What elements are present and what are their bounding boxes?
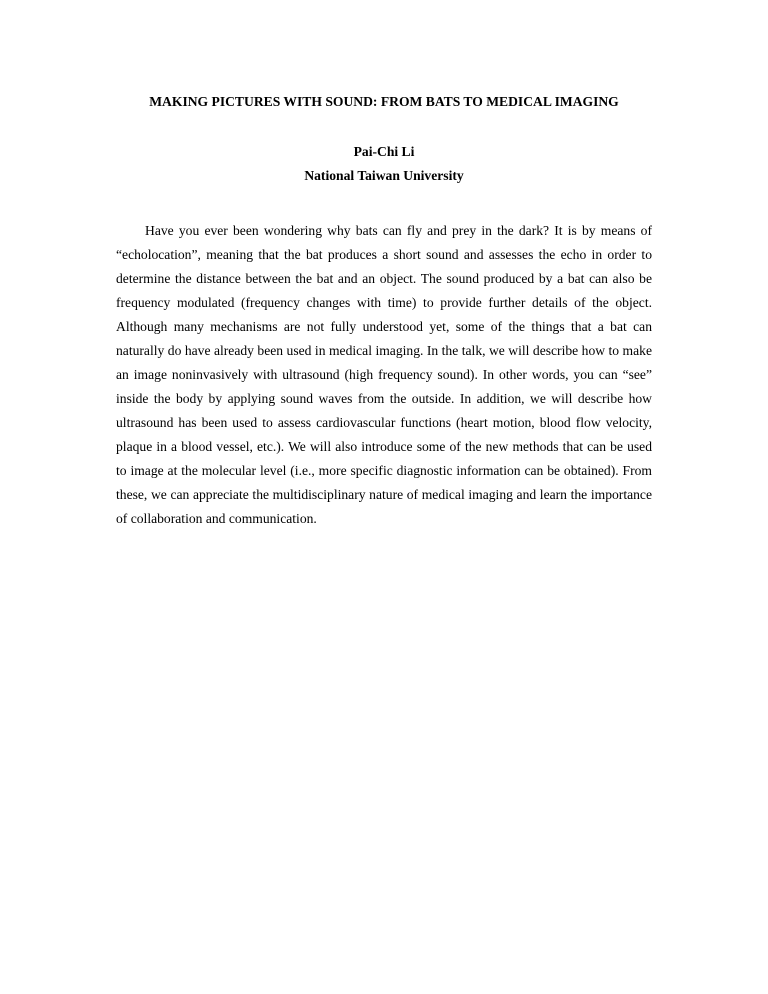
document-title: MAKING PICTURES WITH SOUND: FROM BATS TO MEDICAL IMAGING (149, 94, 619, 109)
author-affiliation: National Taiwan University (304, 168, 464, 183)
author-name: Pai-Chi Li (353, 144, 415, 159)
abstract-paragraph: Have you ever been wondering why bats can fly and prey in the dark? It is by means of “echolocation”, meaning that the bat produces a short sound and assesses the echo in order to determine the distance between the bat and an object. The sound produced by a bat can also be frequency modulated (frequency changes with time) to provide further details of the object. Although many mechanisms are not fully understood yet, some of the things that a bat can naturally do have already been used in medical imaging. In the talk, we will describe how to make an image noninvasively with ultrasound (high frequency sound). In other words, you can “see” inside the body by applying sound waves from the outside. In addition, we will describe how ultrasound has been used to assess cardiovascular functions (heart motion, blood flow velocity, plaque in a blood vessel, etc.). We will also introduce some of the new methods that can be used to image at the molecular level (i.e., more specific diagnostic information can be obtained). From these, we can appreciate the multidisciplinary nature of medical imaging and learn the importance of collaboration and communication. (116, 223, 652, 526)
